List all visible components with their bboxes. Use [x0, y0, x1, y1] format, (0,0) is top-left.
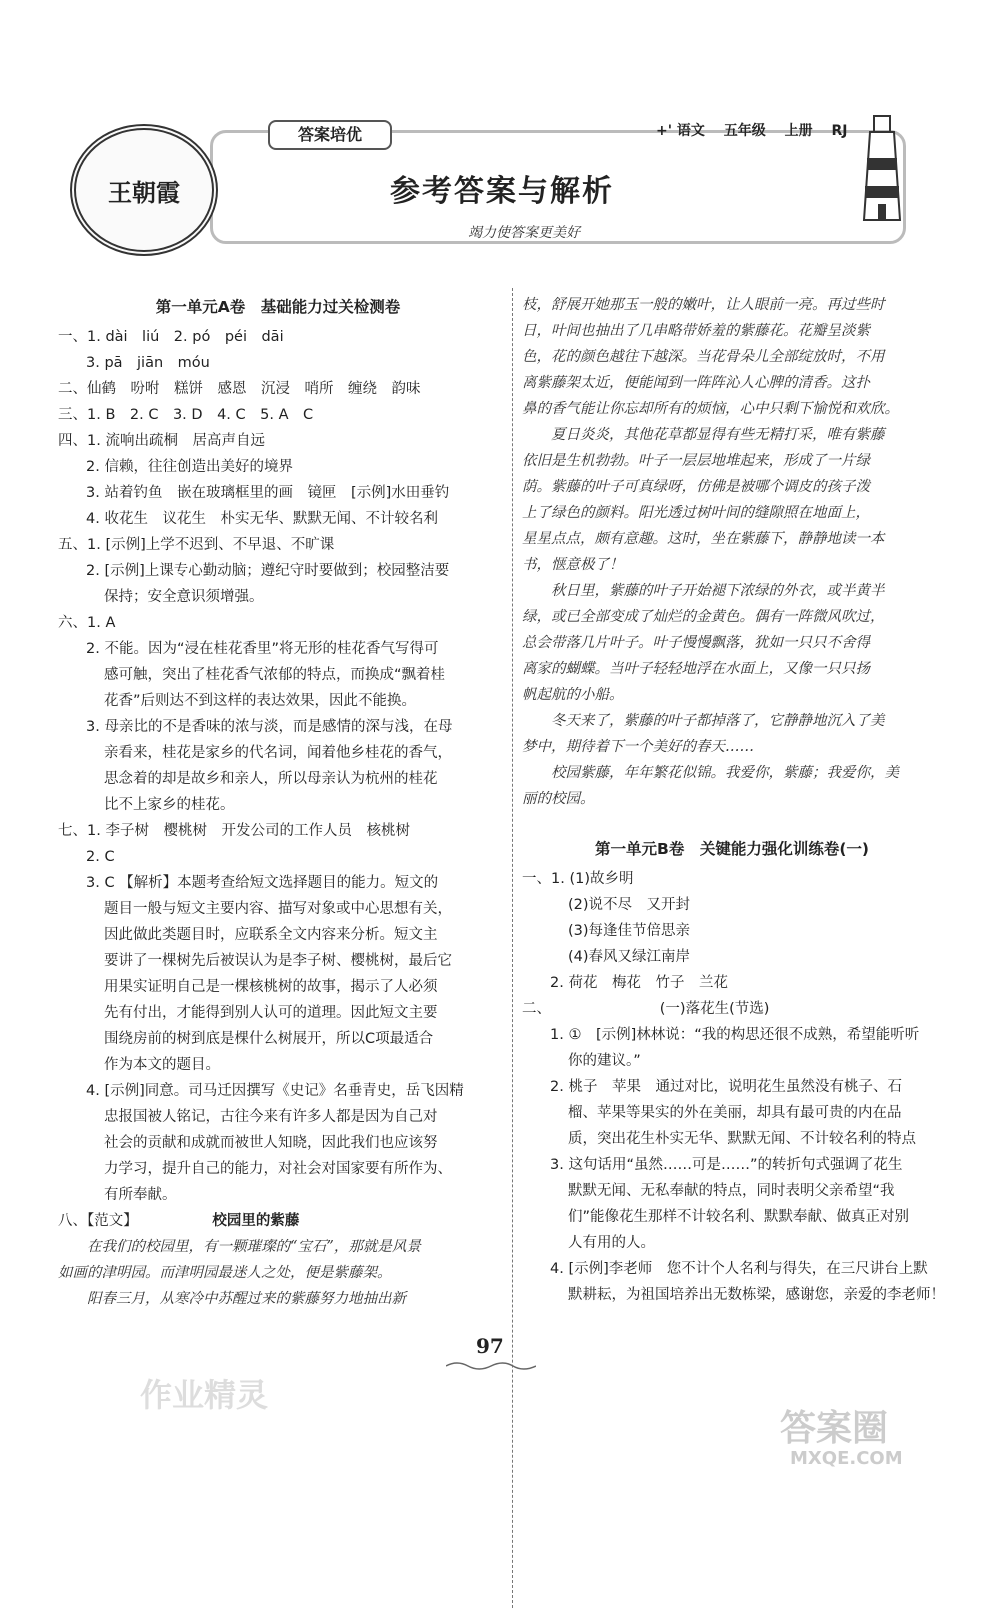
text-line: 一、1. dài liú 2. pó péi dāi [58, 329, 284, 345]
text-line: 感可触，突出了桂花香气浓郁的特点，而换成“飘着桂 [104, 667, 446, 683]
text-line: 默默无闻、无私奉献的特点，同时表明父亲希望“我 [568, 1183, 895, 1199]
subject-item: +' 语文 [656, 123, 705, 139]
right-column [522, 292, 945, 1308]
text-line: 2. 荷花 梅花 竹子 兰花 [550, 975, 728, 991]
text-line: 七、1. 李子树 樱桃树 开发公司的工作人员 核桃树 [58, 823, 410, 839]
text-line: 因此做此类题目时，应联系全文内容来分析。短文主 [104, 927, 438, 943]
text-line: 离家的蝴蝶。当叶子轻轻地浮在水面上，又像一只只扬 [522, 661, 870, 677]
text-line: 如画的津明园。而津明园最迷人之处，便是紫藤架。 [58, 1265, 392, 1281]
essay-heading [58, 1208, 498, 1234]
watermark: 答案圈 [780, 1408, 889, 1449]
text-line: 书，惬意极了！ [522, 557, 624, 573]
text-line: 荫。紫藤的叶子可真绿呀，仿佛是被哪个调皮的孩子泼 [522, 479, 870, 495]
page-header [60, 112, 940, 252]
text-line: 日，叶间也抽出了几串略带娇羞的紫藤花。花瓣呈淡紫 [522, 323, 870, 339]
text-line: 忠报国被人铭记，古往今来有许多人都是因为自己对 [104, 1109, 438, 1125]
text-line: 4. [示例]同意。司马迁因撰写《史记》名垂青史，岳飞因精 [86, 1083, 464, 1099]
text-line: (3)每逢佳节倍思亲 [568, 923, 691, 939]
header-tab-label: 答案培优 [268, 120, 392, 150]
text-line: 1. ① [示例]林林说：“我的构思还很不成熟，希望能听听 [550, 1027, 920, 1043]
text-line: 你的建议。” [568, 1053, 641, 1069]
text-line: 3. 这句话用“虽然……可是……”的转折句式强调了花生 [550, 1157, 903, 1173]
text-line: 在我们的校园里，有一颗璀璨的“宝石”，那就是风景 [87, 1239, 421, 1255]
text-line: 2. 信赖，往往创造出美好的境界 [86, 459, 293, 475]
lighthouse-icon [852, 112, 912, 224]
text-line: 有所奉献。 [104, 1187, 177, 1203]
text-line: 离紫藤架太近，便能闻到一阵阵沁人心脾的清香。这扑 [522, 375, 870, 391]
text-line: (2)说不尽 又开封 [568, 897, 691, 913]
text-line: 4. [示例]李老师 您不计个人名利与得失，在三尺讲台上默 [550, 1261, 928, 1277]
wave-ornament-icon [446, 1360, 536, 1372]
text-line: 社会的贡献和成就而被世人知晓，因此我们也应该努 [104, 1135, 438, 1151]
text-line: 3. pā jiān móu [86, 355, 210, 371]
text-line: 依旧是生机勃勃。叶子一层层地堆起来，形成了一片绿 [522, 453, 870, 469]
text-line: 丽的校园。 [522, 791, 595, 807]
text-line: 2. [示例]上课专心勤动脑；遵纪守时要做到；校园整洁要 [86, 563, 450, 579]
text-line: 要讲了一棵树先后被误认为是李子树、樱桃树，最后它 [104, 953, 452, 969]
essay-label: 八、【范文】 [58, 1213, 138, 1229]
subject-item: 上册 [784, 123, 813, 139]
text-line: 阳春三月，从寒冷中苏醒过来的紫藤努力地抽出新 [87, 1291, 406, 1307]
text-line: 思念着的却是故乡和亲人，所以母亲认为杭州的桂花 [104, 771, 438, 787]
text-line: 冬天来了，紫藤的叶子都掉落了，它静静地沉入了美 [551, 713, 885, 729]
subject-item: 五年级 [723, 123, 766, 139]
text-line: 作为本文的题目。 [104, 1057, 220, 1073]
essay-text [58, 1234, 498, 1312]
text-line: 花香”后则达不到这样的表达效果，因此不能换。 [104, 693, 417, 709]
text-line: 题目一般与短文主要内容、描写对象或中心思想有关， [104, 901, 452, 917]
text-line: 上了绿色的颜料。阳光透过树叶间的缝隙照在地面上， [522, 505, 870, 521]
page-title: 参考答案与解析 [390, 174, 614, 209]
text-line: (4)春风又绿江南岸 [568, 949, 691, 965]
text-line: 3. 母亲比的不是香味的浓与淡，而是感情的深与浅，在母 [86, 719, 453, 735]
text-line: 五、1. [示例]上学不迟到、不早退、不旷课 [58, 537, 335, 553]
text-line: 鼻的香气能让你忘却所有的烦恼，心中只剩下愉悦和欢欣。 [522, 401, 899, 417]
text-line: 一、1. (1)故乡明 [522, 871, 634, 887]
text-line: 用果实证明自己是一棵核桃树的故事，揭示了人必须 [104, 979, 438, 995]
text-line: 默耕耘，为祖国培养出无数栋梁，感谢您，亲爱的李老师！ [568, 1287, 945, 1303]
section-title: 第一单元B卷 关键能力强化训练卷(一) [595, 840, 869, 858]
text-line: 星星点点，颇有意趣。这时，坐在紫藤下，静静地读一本 [522, 531, 885, 547]
text-line: 秋日里，紫藤的叶子开始褪下浓绿的外衣，或半黄半 [551, 583, 885, 599]
text-line: 梦中，期待着下一个美好的春天…… [522, 739, 754, 755]
text-line: 比不上家乡的桂花。 [104, 797, 235, 813]
text-line: 4. 收花生 议花生 朴实无华、默默无闻、不计较名利 [86, 511, 438, 527]
text-line: 3. 站着钓鱼 嵌在玻璃框里的画 镜匣 [示例]水田垂钓 [86, 485, 450, 501]
text-line: 2. 桃子 苹果 通过对比，说明花生虽然没有桃子、石 [550, 1079, 902, 1095]
text-line: 们”能像花生那样不计较名利、默默奉献、做真正对别 [568, 1209, 910, 1225]
text-line: 质，突出花生朴实无华、默默无闻、不计较名利的特点 [568, 1131, 916, 1147]
text-line: 3. C 【解析】本题考查给短文选择题目的能力。短文的 [86, 875, 439, 891]
subject-item: RJ [831, 123, 848, 139]
text-line: 绿，或已全部变成了灿烂的金黄色。偶有一阵微风吹过， [522, 609, 885, 625]
essay-text-continued [522, 292, 942, 812]
subject-info [656, 120, 862, 140]
watermark: 作业精灵 [140, 1376, 269, 1414]
text-line: 2. 不能。因为“浸在桂花香里”将无形的桂花香气写得可 [86, 641, 439, 657]
text-line: 色，花的颜色越往下越深。当花骨朵儿全部绽放时，不用 [522, 349, 885, 365]
logo-text: 王朝霞 [108, 177, 180, 207]
text-line: 校园紫藤，年年繁花似锦。我爱你，紫藤；我爱你，美 [551, 765, 899, 781]
text-line: 二、仙鹤 吩咐 糕饼 感恩 沉浸 哨所 缠绕 韵味 [58, 381, 421, 397]
text-line: 人有用的人。 [568, 1235, 655, 1251]
answer-list [58, 324, 498, 1208]
text-line: 榴、苹果等果实的外在美丽，却具有最可贵的内在品 [568, 1105, 902, 1121]
brand-logo [70, 124, 218, 256]
text-line: 六、1. A [58, 615, 116, 631]
answer-list [522, 866, 945, 1308]
left-column [58, 292, 498, 1312]
text-line: 帆起航的小船。 [522, 687, 624, 703]
text-line: 亲看来，桂花是家乡的代名词，闻着他乡桂花的香气， [104, 745, 452, 761]
watermark: MXQE.COM [790, 1448, 903, 1469]
text-line: 枝，舒展开她那玉一般的嫩叶，让人眼前一亮。再过些时 [522, 297, 885, 313]
text-line: 力学习，提升自己的能力，对社会对国家要有所作为、 [104, 1161, 452, 1177]
slogan: 竭力使答案更美好 [468, 225, 580, 241]
text-line: 总会带落几片叶子。叶子慢慢飘落，犹如一只只不舍得 [522, 635, 870, 651]
essay-title: 校园里的紫藤 [212, 1213, 300, 1229]
section-title: 第一单元A卷 基础能力过关检测卷 [155, 298, 401, 316]
text-line: 保持；安全意识须增强。 [104, 589, 264, 605]
page-number: 97 [476, 1334, 504, 1358]
column-divider [512, 288, 513, 1608]
text-line: 围绕房前的树到底是棵什么树展开，所以C项最适合 [104, 1031, 434, 1047]
text-line: 先有付出，才能得到别人认可的道理。因此短文主要 [104, 1005, 438, 1021]
text-line: 三、1. B 2. C 3. D 4. C 5. A C [58, 407, 314, 423]
text-line: 夏日炎炎，其他花草都显得有些无精打采，唯有紫藤 [551, 427, 885, 443]
text-line: 2. C [86, 849, 115, 865]
text-line: 二、 (一)落花生(节选) [522, 1001, 770, 1017]
text-line: 四、1. 流响出疏桐 居高声自远 [58, 433, 265, 449]
